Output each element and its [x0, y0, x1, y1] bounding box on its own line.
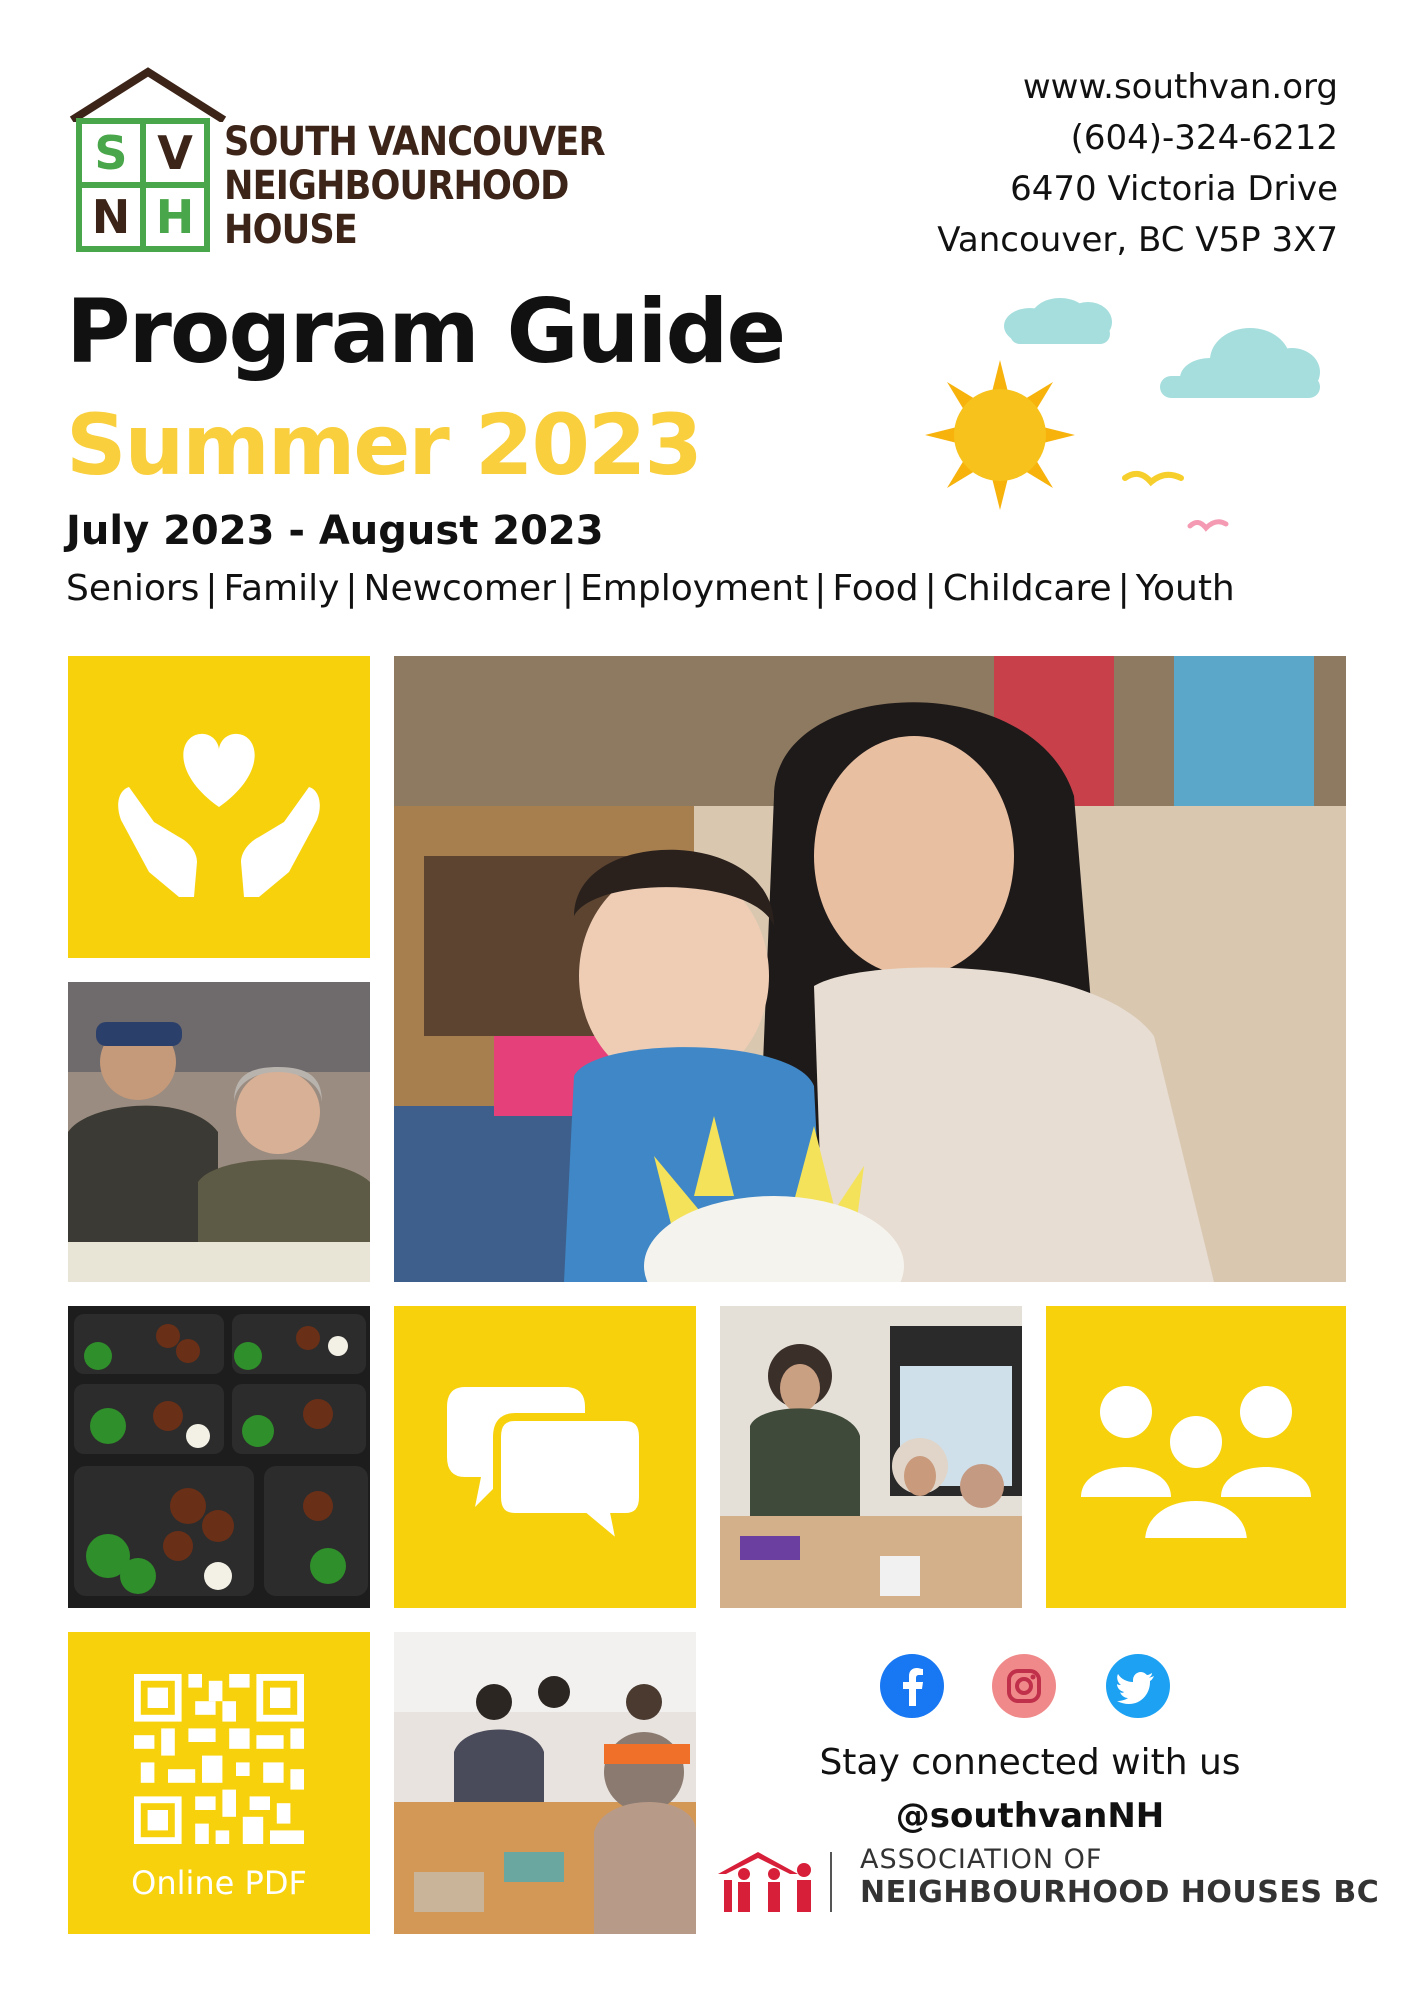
logo-name-line-3: HOUSE [224, 207, 357, 253]
address-line-1: 6470 Victoria Drive [1010, 169, 1338, 209]
logo-letter-grid [76, 118, 210, 252]
logo-name-line-2: NEIGHBOURHOOD [224, 163, 569, 209]
online-pdf-label: Online PDF [131, 1864, 307, 1902]
category-childcare: Childcare [942, 568, 1112, 609]
cloud-icon [1004, 298, 1112, 344]
address-line-2: Vancouver, BC V5P 3X7 [937, 220, 1338, 260]
youth-group-tile [1046, 1306, 1346, 1608]
category-food: Food [832, 568, 919, 609]
logo-org-name [224, 120, 605, 252]
page-subtitle: Summer 2023 [66, 396, 701, 494]
house-roof-icon [68, 66, 228, 122]
newcomer-women-photo [720, 1306, 1022, 1608]
logo-letter-v: V [146, 124, 204, 182]
contact-block [937, 62, 1338, 266]
twitter-icon[interactable] [1106, 1654, 1170, 1718]
newcomer-chat-tile [394, 1306, 696, 1608]
family-hero-photo [394, 656, 1346, 1282]
instagram-icon[interactable] [992, 1654, 1056, 1718]
logo-name-line-1: SOUTH VANCOUVER [224, 119, 605, 165]
logo-letter-n: N [82, 188, 140, 246]
meal-prep-photo [68, 1306, 370, 1608]
page-title: Program Guide [66, 280, 785, 383]
anhbc-text [860, 1844, 1379, 1910]
anhbc-line-2: NEIGHBOURHOOD HOUSES BC [860, 1875, 1380, 1910]
facebook-icon[interactable] [880, 1654, 944, 1718]
logo-letter-s: S [82, 124, 140, 182]
newcomer-women-photo-illustration [720, 1306, 1022, 1608]
logo-letter-h: H [146, 188, 204, 246]
speech-bubbles-icon [445, 1367, 645, 1547]
care-tile [68, 656, 370, 958]
category-employment: Employment [580, 568, 809, 609]
sun-clouds-illustration [920, 290, 1340, 540]
people-group-icon [1081, 1372, 1311, 1542]
category-seniors: Seniors [66, 568, 200, 609]
heart-in-hands-icon [109, 712, 329, 902]
online-pdf-tile[interactable] [68, 1632, 370, 1934]
sun-icon [925, 360, 1075, 510]
category-youth: Youth [1135, 568, 1235, 609]
bird-icon [1125, 474, 1181, 482]
seniors-photo [68, 982, 370, 1282]
seniors-photo-illustration [68, 982, 370, 1282]
bird-icon [1190, 522, 1226, 528]
crafts-workshop-photo-illustration [394, 1632, 696, 1934]
website-link[interactable]: www.southvan.org [1022, 67, 1338, 107]
anhbc-people-icon [718, 1850, 838, 1914]
anhbc-line-1: ASSOCIATION OF [860, 1844, 1103, 1875]
svnh-logo [64, 66, 604, 266]
category-newcomer: Newcomer [363, 568, 556, 609]
social-handle[interactable]: @southvanNH [895, 1796, 1165, 1836]
cloud-icon [1160, 328, 1320, 398]
qr-code-icon [134, 1674, 304, 1844]
family-hero-photo-illustration [394, 656, 1346, 1282]
program-categories: Seniors | Family | Newcomer | Employment | Food | Childcare | Youth [66, 568, 1235, 609]
date-range: July 2023 - August 2023 [66, 508, 604, 554]
anhbc-logo [718, 1840, 1380, 1920]
social-icons-row [880, 1654, 1190, 1720]
phone-number: (604)-324-6212 [1070, 118, 1338, 158]
crafts-workshop-photo [394, 1632, 696, 1934]
meal-prep-photo-illustration [68, 1306, 370, 1608]
stay-connected-text: Stay connected with us [819, 1742, 1241, 1783]
category-family: Family [223, 568, 340, 609]
